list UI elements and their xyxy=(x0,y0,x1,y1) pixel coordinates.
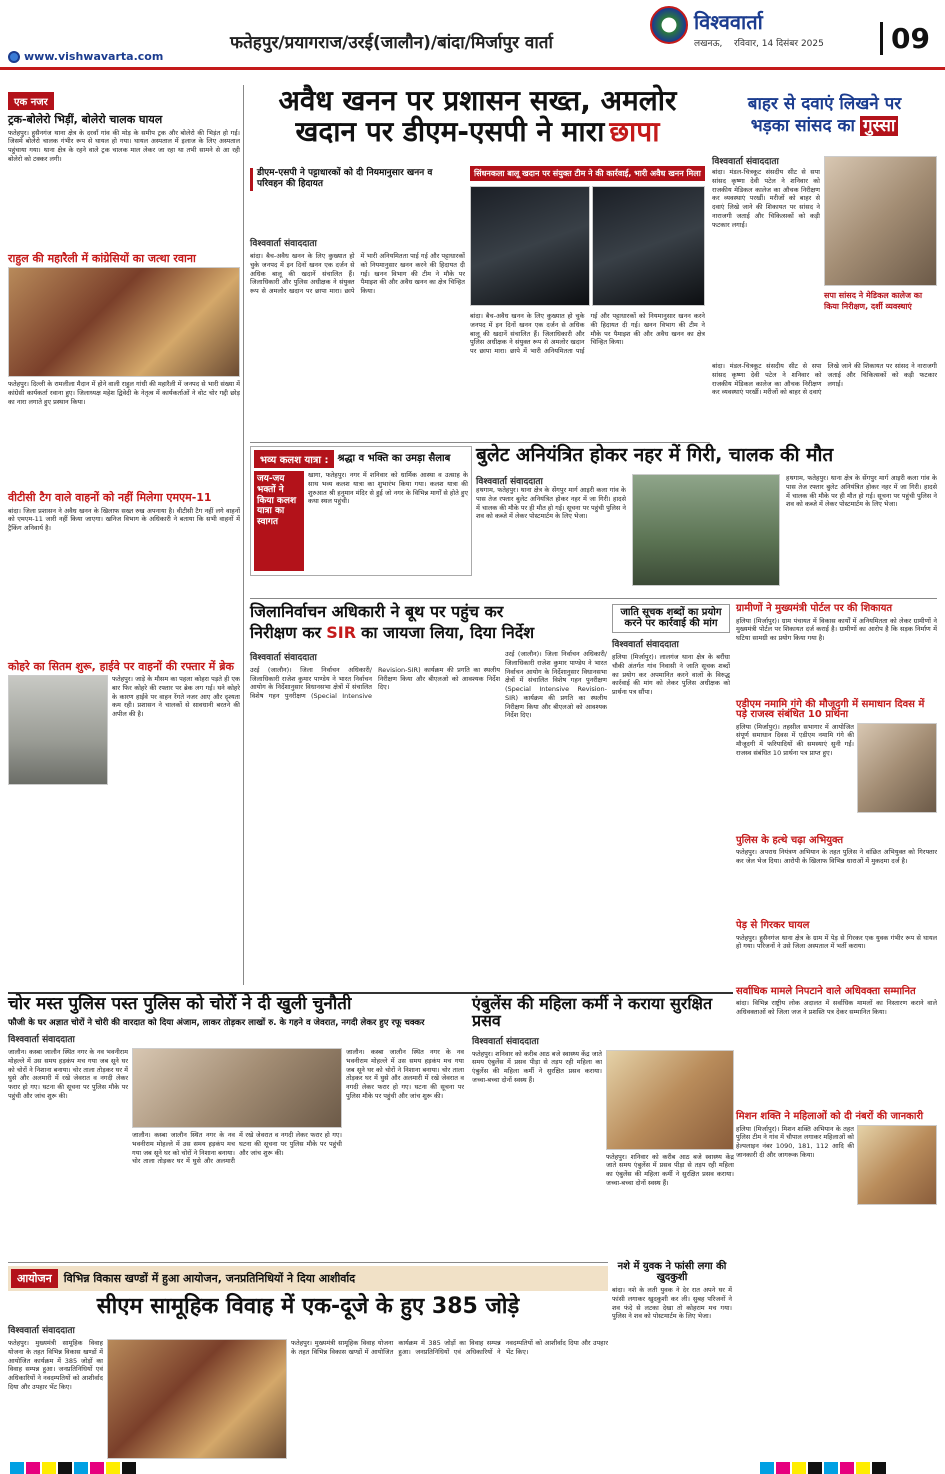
mp-headline-highlight[interactable]: गुस्सा xyxy=(860,116,898,136)
advocate-headline[interactable]: सर्वाधिक मामले निपटाने वाले अधिवक्ता सम्मानित xyxy=(736,985,916,997)
wedding-kicker: आयोजन xyxy=(11,1269,58,1288)
wedding-byline: विश्ववार्ता संवाददाता xyxy=(8,1326,75,1337)
sir-body: उरई (जालौन)। जिला निर्वाचन अधिकारी/जिलाधिकारी राजेश कुमार पाण्डेय ने भारत निर्वाचन आयोग के निर्देशानुसार विधानसभा क्षेत्रों में संचालित विशेष गहन पुनरीक्षण (Special Intensive Revision-SIR) कार्यक्रम की प्रगति का स्थलीय निरीक्षण किया और बीएलओ को आवश्यक निर्देश दिए। xyxy=(250,665,500,701)
jati-headline[interactable]: जाति सूचक शब्दों का प्रयोग करने पर कार्रवाई की मांग xyxy=(612,604,730,633)
bullet-body: हथगाम, फतेहपुर। थाना क्षेत्र के सेंगपुर मार्ग आइरी कला गांव के पास तेज रफ्तार बुलेट अनियंत्रित होकर नहर में जा गिरी। हादसे में चालक की मौके पर ही मौत हो गई। सूचना पर पहुंची पुलिस ने शव को कब्जे में लेकर पोस्टमार्टम के लिए भेजा। xyxy=(476,486,626,521)
bullet-story xyxy=(476,446,937,596)
wedding-body-continued: फतेहपुर। मुख्यमंत्री सामूहिक विवाह योजना के तहत विभिन्न विकास खण्डों में आयोजित कार्यक्रम में 385 जोड़ों का विवाह सम्पन्न हुआ। जनप्रतिनिधियों एवं अधिकारियों ने नवदम्पतियों को आशीर्वाद दिया और उपहार भेंट किए। xyxy=(291,1339,608,1356)
kalash-yatra-story xyxy=(250,446,472,576)
bullet-byline: विश्ववार्ता संवाददाता xyxy=(476,477,543,487)
jati-story xyxy=(612,604,730,964)
lead-side-note: डीएम-एसपी ने पट्टाधारकों को दी नियमानुसार खनन व परिवहन की हिदायत xyxy=(250,168,450,191)
arrest-headline[interactable]: पुलिस के हत्थे चढ़ा अभियुक्त xyxy=(736,834,844,846)
globe-icon xyxy=(8,51,20,63)
lead-headline-highlight[interactable]: छापा xyxy=(609,115,660,149)
gramin-body: हलिया (मिर्जापुर)। ग्राम पंचायत में विकास कार्यों में अनियमितता को लेकर ग्रामीणों ने मुख्यमंत्री पोर्टल पर शिकायत दर्ज कराई है। ग्रामीणों का आरोप है कि सड़क निर्माण में घटिया सामग्री का प्रयोग किया गया है। xyxy=(736,616,937,643)
mp-headline-line1[interactable]: बाहर से दवाएं लिखने पर xyxy=(747,94,902,114)
ambulance-body: फतेहपुर। शनिवार को करीब आठ बजे स्वास्थ्य केंद्र जाते समय एंबुलेंस में प्रसव पीड़ा से तड़प रही महिला का एंबुलेंस की महिला कर्मी ने सुरक्षित प्रसव कराया। जच्चा-बच्चा दोनों स्वस्थ हैं। xyxy=(472,1049,602,1084)
edition-date: रविवार, 14 दिसंबर 2025 xyxy=(734,39,824,49)
cmyk-bar-left xyxy=(10,1462,136,1474)
website-label[interactable] xyxy=(8,50,163,63)
ek-nazar-kicker: एक नजर xyxy=(8,92,54,110)
sir-body-continued: उरई (जालौन)। जिला निर्वाचन अधिकारी/जिलाधिकारी राजेश कुमार पाण्डेय ने भारत निर्वाचन आयोग के निर्देशानुसार विधानसभा क्षेत्रों में संचालित विशेष गहन पुनरीक्षण (Special Intensive Revision-SIR) कार्यक्रम की प्रगति का स्थलीय निरीक्षण किया और बीएलओ को आवश्यक निर्देश दिए। xyxy=(505,650,607,720)
chor-byline: विश्ववार्ता संवाददाता xyxy=(8,1035,75,1046)
sir-headline-line1[interactable]: जिलानिर्वाचन अधिकारी ने बूथ पर पहुंच कर xyxy=(250,602,504,621)
chor-body: जालौन। कस्बा जालौन स्थित नगर के नव भवनीराम मोहल्ले में उस समय हड़कंप मच गया जब सूने घर को चोरों ने निशाना बनाया। चोर ताला तोड़कर घर में घुसे और अलमारी में रखे जेवरात व नगदी लेकर फरार हो गए। घटना की सूचना पर पुलिस मौके पर पहुंची और जांच शुरू की। xyxy=(8,1048,128,1100)
mission-shakti-body: हलिया (मिर्जापुर)। मिशन शक्ति अभियान के तहत पुलिस टीम ने गांव में चौपाल लगाकर महिलाओं को हेल्पलाइन नंबर 1090, 181, 112 आदि की जानकारी दी और जागरूक किया। xyxy=(736,1124,854,1159)
ambulance-body-continued: फतेहपुर। शनिवार को करीब आठ बजे स्वास्थ्य केंद्र जाते समय एंबुलेंस में प्रसव पीड़ा से तड़प रही महिला का एंबुलेंस की महिला कर्मी ने सुरक्षित प्रसव कराया। जच्चा-बच्चा दोनों स्वस्थ हैं। xyxy=(606,1152,734,1187)
story-truck-bolero-body: फतेहपुर। हुसैनगंज थाना क्षेत्र के दरवाँ गांव की मोड़ के समीप ट्रक और बोलेरो की भिड़ंत हो गई। जिसमें बोलेरो चालक गंभीर रूप से घायल हो गया। घायल अस्पताल में इलाज के लिए अस्पताल पहुंचाया गया। थाना क्षेत्र के रहने वाले ट्रक चालक माल लेकर जा रहा था तभी सामने से आ रही बोलेरो को टक्कर लगी। xyxy=(8,128,240,163)
sir-headline-sir[interactable]: SIR xyxy=(326,622,357,642)
mp-photo-caption: सपा सांसद ने मेडिकल कालेज का किया निरीक्षण, दर्शी व्यवस्थाएं xyxy=(824,291,923,311)
lead-photo-1 xyxy=(470,186,590,306)
arrest-body: फतेहपुर। अपराध नियंत्रण अभियान के तहत पुलिस ने वांछित अभियुक्त को गिरफ्तार कर जेल भेज दिया। आरोपी के खिलाफ विभिन्न धाराओं में मुकदमा दर्ज है। xyxy=(736,848,937,865)
story-truck-bolero-headline[interactable]: ट्रक-बोलेरो भिड़ीं, बोलेरो चालक घायल xyxy=(8,113,163,126)
tree-fall-body: फतेहपुर। हुसैनगंज थाना क्षेत्र के ग्राम में पेड़ से गिरकर एक युवक गंभीर रूप से घायल हो गया। परिजनों ने उसे जिला अस्पताल में भर्ती कराया। xyxy=(736,933,937,951)
mp-headline-line2[interactable]: भड़का सांसद का xyxy=(750,115,855,136)
suicide-headline[interactable]: नशे में युवक ने फांसी लगा की खुदकुशी xyxy=(617,1261,727,1283)
regions-title: फतेहपुर/प्रयागराज/उरई(जालौन)/बांदा/मिर्जापुर वार्ता xyxy=(230,33,553,53)
wedding-subheadline: विभिन्न विकास खण्डों में हुआ आयोजन, जनप्रतिनिधियों ने दिया आशीर्वाद xyxy=(63,1272,356,1285)
left-column xyxy=(8,90,240,990)
kalash-kicker: भव्य कलश यात्रा : xyxy=(254,450,334,468)
story-vtc-tag-body: बांदा। जिला प्रशासन ने अवैध खनन के खिलाफ सख्त रुख अपनाया है। वीटीसी टैग नहीं लगे वाहनों को एमएम-11 जारी नहीं किया जाएगा। खनिज विभाग के अधिकारी ने बताया कि सभी वाहनों में ट्रैकिंग अनिवार्य है। xyxy=(8,506,240,533)
lead-byline: विश्ववार्ता संवाददाता xyxy=(250,239,317,249)
bullet-body-continued: हथगाम, फतेहपुर। थाना क्षेत्र के सेंगपुर मार्ग आइरी कला गांव के पास तेज रफ्तार बुलेट अनियंत्रित होकर नहर में जा गिरी। हादसे में चालक की मौके पर ही मौत हो गई। सूचना पर पहुंची पुलिस ने शव को कब्जे में लेकर पोस्टमार्टम के लिए भेजा। xyxy=(786,474,937,509)
jati-body: हलिया (मिर्जापुर)। लालगंज थाना क्षेत्र के बरौंधा चौकी अंतर्गत गांव निवासी ने जाति सूचक शब्दों का प्रयोग कर अपमानित करने वालों के विरुद्ध कार्रवाई की मांग को लेकर पुलिस अधीक्षक को प्रार्थना पत्र सौंपा। xyxy=(612,653,730,697)
bullet-photo xyxy=(632,474,780,586)
rally-photo xyxy=(8,267,240,377)
chor-story xyxy=(8,996,466,1261)
fog-photo xyxy=(8,675,108,785)
jati-byline: विश्ववार्ता संवाददाता xyxy=(612,640,679,650)
kalash-quote: जय-जय भक्तों ने किया कलश यात्रा का स्वागत xyxy=(254,471,304,571)
sir-headline-line2c[interactable]: का जायजा लिया, दिया निर्देश xyxy=(361,622,535,642)
story-rahul-rally-headline[interactable]: राहुल की महारैली में कांग्रेसियों का जत्था रवाना xyxy=(8,251,196,265)
chor-subheadline: फौजी के घर अज्ञात चोरों ने चोरी की वारदात को दिया अंजाम, लाकर तोड़कर लाखों रु. के गहने व जेवरात, नगदी लेकर हुए रफू चक्कर xyxy=(8,1017,425,1028)
lead-headline-line2[interactable]: खदान पर डीएम-एसपी ने मारा xyxy=(295,115,605,149)
story-fog-body: फतेहपुर। जाड़े के मौसम का पहला कोहरा पड़ते ही एक बार फिर कोहरे की रफ्तार पर ब्रेक लग गई। घने कोहरे के कारण हाईवे पर वाहन रेंगते नजर आए और दृश्यता कम रही। प्रशासन ने चालकों से सावधानी बरतने की अपील की है। xyxy=(112,675,240,719)
adm-photo xyxy=(857,723,937,813)
bullet-headline[interactable]: बुलेट अनियंत्रित होकर नहर में गिरी, चालक की मौत xyxy=(476,444,834,466)
advocate-body: बांदा। विभिन्न राष्ट्रीय लोक अदालत में सर्वाधिक मामलों का निस्तारण कराने वाले अधिवक्ताओं को जिला जज ने प्रशस्ति पत्र देकर सम्मानित किया। xyxy=(736,999,937,1016)
mp-photo xyxy=(824,156,937,286)
wedding-headline[interactable]: सीएम सामूहिक विवाह में एक-दूजे के हुए 385 जोड़े xyxy=(96,1294,520,1319)
suicide-story xyxy=(612,1262,732,1462)
right-column-briefs xyxy=(736,604,937,1464)
lead-body-continued: बांदा। बैच-अवैध खनन के लिए कुख्यात हो चुके जनपद में इन दिनों खनन एक दर्जन से अधिक बालू की खदानें संचालित हैं। जिलाधिकारी और पुलिस अधीक्षक ने संयुक्त रूप से अमलोर खदान पर छापा मारा। छापे में भारी अनियमितता पाई गई और पट्टाधारकों को नियमानुसार खनन करने की हिदायत दी गई। खनन विभाग की टीम ने मौके पर पैमाइश की और अवैध खनन का क्षेत्र चिन्हित किया। xyxy=(470,312,705,356)
chor-photo xyxy=(132,1048,342,1128)
page-header xyxy=(0,0,945,70)
lead-photo-caption: सिंधनकला बालू खदान पर संयुक्त टीम ने की कार्रवाई, भारी अवैध खनन मिला xyxy=(470,166,705,181)
mp-body-continued: बांदा। मंडल-चित्रकूट संसदीय सीट से सपा सांसद कृष्णा देवी पटेल ने शनिवार को राजकीय मेडिकल कालेज का औचक निरीक्षण कर व्यवस्थाएं परखीं। मरीजों को बाहर से दवाएं लिखे जाने की शिकायत पर सांसद ने नाराजगी जताई और चिकित्सकों को कड़ी फटकार लगाई। xyxy=(712,362,937,397)
wedding-body: फतेहपुर। मुख्यमंत्री सामूहिक विवाह योजना के तहत विभिन्न विकास खण्डों में आयोजित कार्यक्रम में 385 जोड़ों का विवाह सम्पन्न हुआ। जनप्रतिनिधियों एवं अधिकारियों ने नवदम्पतियों को आशीर्वाद दिया और उपहार भेंट किए। xyxy=(8,1339,103,1391)
gramin-headline[interactable]: ग्रामीणों ने मुख्यमंत्री पोर्टल पर की शिकायत xyxy=(736,603,893,614)
sir-headline-line2a[interactable]: निरीक्षण कर xyxy=(250,622,322,642)
page-number: 09 xyxy=(880,22,930,55)
suicide-body: बांदा। नशे के लती युवक ने देर रात अपने घर में फांसी लगाकर खुदकुशी कर ली। सुबह परिजनों ने शव फंदे से लटका देखा तो कोहराम मच गया। पुलिस ने शव को पोस्टमार्टम के लिए भेजा। xyxy=(612,1286,732,1321)
mass-wedding-story xyxy=(8,1266,608,1462)
story-rahul-rally-body: फतेहपुर। दिल्ली के रामलीला मैदान में होने वाली राहुल गांधी की महारैली में जनपद से भारी संख्या में कांग्रेसी कार्यकर्ता रवाना हुए। जिलाध्यक्ष महेश द्विवेदी के नेतृत्व में कार्यकर्ताओं ने वोट चोर गद्दी छोड़ का नारा लगाते हुए प्रस्थान किया। xyxy=(8,380,240,406)
ambulance-photo xyxy=(606,1050,734,1150)
kalash-body: खागा, फतेहपुर। नगर में शनिवार को धार्मिक आस्था व उत्साह के साथ भव्य कलश यात्रा का शुभारंभ किया गया। कलश यात्रा की शुरुआत श्री हनुमान मंदिर से हुई जो नगर के विभिन्न मार्गों से होते हुए कथा स्थल पहुंची। xyxy=(308,471,468,506)
brand-logo xyxy=(650,6,688,44)
lead-photo-2 xyxy=(592,186,705,306)
edition-city: लखनऊ, xyxy=(694,39,723,49)
mission-shakti-photo xyxy=(857,1125,937,1205)
ambulance-story xyxy=(472,996,734,1261)
ambulance-headline[interactable]: एंबुलेंस की महिला कर्मी ने कराया सुरक्षित प्रसव xyxy=(472,994,713,1030)
sir-story xyxy=(250,602,535,964)
chor-headline[interactable]: चोर मस्त पुलिस पस्त पुलिस को चोरों ने दी खुली चुनौती xyxy=(8,994,352,1014)
story-fog-headline[interactable]: कोहरे का सितम शुरू, हाईवे पर वाहनों की रफ्तार में ब्रेक xyxy=(8,659,234,673)
cmyk-bar-right xyxy=(760,1462,886,1474)
mp-byline: विश्ववार्ता संवाददाता xyxy=(712,157,779,167)
lead-headline-line1[interactable]: अवैध खनन पर प्रशासन सख्त, अमलोर xyxy=(278,84,677,117)
ambulance-byline: विश्ववार्ता संवाददाता xyxy=(472,1036,539,1047)
adm-headline[interactable]: एडीएम नमामि गंगे की मौजूदगी में समाधान दिवस में पड़े राजस्व संबंधित 10 प्रार्थना xyxy=(736,698,925,720)
mp-body: बांदा। मंडल-चित्रकूट संसदीय सीट से सपा सांसद कृष्णा देवी पटेल ने शनिवार को राजकीय मेडिकल कालेज का औचक निरीक्षण कर व्यवस्थाएं परखीं। मरीजों को बाहर से दवाएं लिखे जाने की शिकायत पर सांसद ने नाराजगी जताई और चिकित्सकों को कड़ी फटकार लगाई। xyxy=(712,168,820,229)
lead-body: बांदा। बैच-अवैध खनन के लिए कुख्यात हो चुके जनपद में इन दिनों खनन एक दर्जन से अधिक बालू की खदानें संचालित हैं। जिलाधिकारी और पुलिस अधीक्षक ने संयुक्त रूप से अमलोर खदान पर छापा मारा। छापे में भारी अनियमितता पाई गई और पट्टाधारकों को नियमानुसार खनन करने की हिदायत दी गई। खनन विभाग की टीम ने मौके पर पैमाइश की और अवैध खनन का क्षेत्र चिन्हित किया। xyxy=(250,252,465,296)
brand-name: विश्ववार्ता xyxy=(694,10,763,34)
wedding-photo xyxy=(107,1339,287,1459)
sir-byline: विश्ववार्ता संवाददाता xyxy=(250,652,317,663)
mission-shakti-headline[interactable]: मिशन शक्ति ने महिलाओं को दी नंबरों की जानकारी xyxy=(736,1111,924,1122)
chor-body-continued-2: जालौन। कस्बा जालौन स्थित नगर के नव भवनीराम मोहल्ले में उस समय हड़कंप मच गया जब सूने घर को चोरों ने निशाना बनाया। चोर ताला तोड़कर घर में घुसे और अलमारी में रखे जेवरात व नगदी लेकर फरार हो गए। घटना की सूचना पर पुलिस मौके पर पहुंची और जांच शुरू की। xyxy=(346,1048,464,1100)
adm-body: हलिया (मिर्जापुर)। तहसील सभागार में आयोजित संपूर्ण समाधान दिवस में एडीएम नमामि गंगे की मौजूदगी में फरियादियों की समस्याएं सुनी गईं। राजस्व संबंधित 10 प्रार्थना पत्र प्राप्त हुए। xyxy=(736,722,854,757)
chor-body-continued: जालौन। कस्बा जालौन स्थित नगर के नव भवनीराम मोहल्ले में उस समय हड़कंप मच गया जब सूने घर को चोरों ने निशाना बनाया। चोर ताला तोड़कर घर में घुसे और अलमारी में रखे जेवरात व नगदी लेकर फरार हो गए। घटना की सूचना पर पुलिस मौके पर पहुंची और जांच शुरू की। xyxy=(132,1131,342,1166)
kalash-headline[interactable]: श्रद्धा व भक्ति का उमड़ा सैलाब xyxy=(337,452,451,464)
tree-fall-headline[interactable]: पेड़ से गिरकर घायल xyxy=(736,920,810,931)
website-url: www.vishwavarta.com xyxy=(24,50,164,63)
story-vtc-tag-headline[interactable]: वीटीसी टैग वाले वाहनों को नहीं मिलेगा एमएम-11 xyxy=(8,491,212,505)
